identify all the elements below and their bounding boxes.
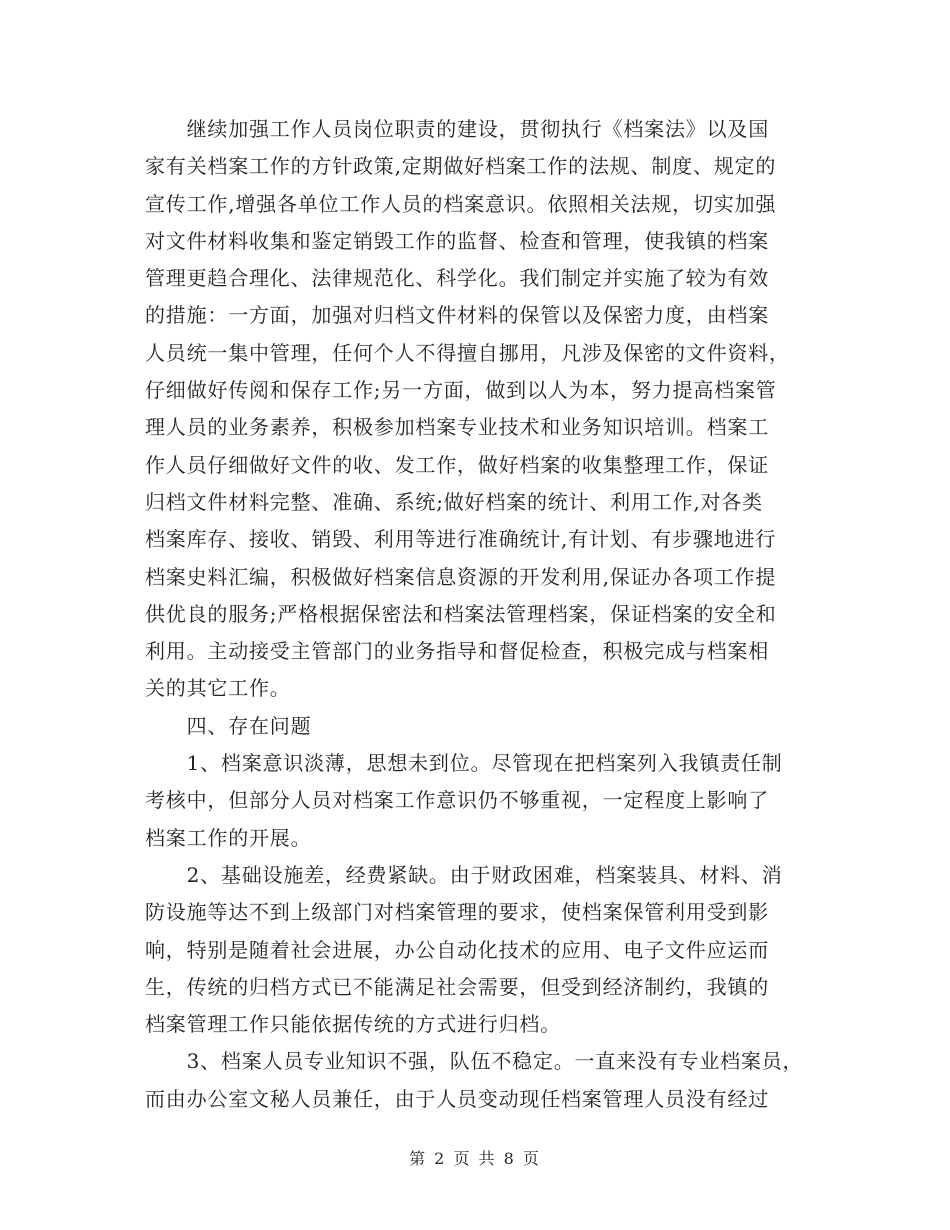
text-line: 人员统一集中管理，任何个人不得擅自挪用，凡涉及保密的文件资料， — [145, 340, 790, 365]
text-line: 继续加强工作人员岗位职责的建设，贯彻执行《档案法》以及国 — [145, 117, 769, 141]
page-number: 第 2 页 共 8 页 — [409, 1149, 541, 1168]
text-line: 仔细做好传阅和保存工作;另一方面，做到以人为本，努力提高档案管 — [145, 378, 777, 403]
text-line: 考核中，但部分人员对档案工作意识仍不够重视，一定程度上影响了 — [145, 788, 769, 813]
section-heading: 四、存在问题 — [145, 713, 312, 738]
text-line: 档案史料汇编，积极做好档案信息资源的开发利用,保证办各项工作提 — [145, 564, 777, 589]
text-line: 档案工作的开展。 — [145, 825, 312, 850]
text-line: 而由办公室文秘人员兼任，由于人员变动现任档案管理人员没有经过 — [145, 1086, 769, 1111]
text-line: 防设施等达不到上级部门对档案管理的要求，使档案保管利用受到影 — [145, 900, 769, 925]
text-line: 供优良的服务;严格根据保密法和档案法管理档案，保证档案的安全和 — [145, 601, 777, 626]
text-line: 理人员的业务素养，积极参加档案专业技术和业务知识培训。档案工 — [145, 415, 769, 440]
text-line: 关的其它工作。 — [145, 676, 291, 701]
text-line: 响，特别是随着社会进展，办公自动化技术的应用、电子文件应运而 — [145, 937, 769, 962]
text-line: 3、档案人员专业知识不强，队伍不稳定。一直来没有专业档案员， — [145, 1049, 804, 1074]
text-line: 1、档案意识淡薄，思想未到位。尽管现在把档案列入我镇责任制 — [145, 751, 783, 776]
text-line: 对文件材料收集和鉴定销毁工作的监督、检查和管理，使我镇的档案 — [145, 228, 769, 253]
text-line: 家有关档案工作的方针政策,定期做好档案工作的法规、制度、规定的 — [145, 154, 777, 179]
text-line: 生，传统的归档方式已不能满足社会需要，但受到经济制约，我镇的 — [145, 974, 769, 999]
text-line: 的措施：一方面，加强对归档文件材料的保管以及保密力度，由档案 — [145, 303, 769, 328]
body-text — [145, 111, 835, 1118]
text-line: 归档文件材料完整、准确、系统;做好档案的统计、利用工作,对各类 — [145, 489, 763, 514]
text-line: 利用。主动接受主管部门的业务指导和督促检查，积极完成与档案相 — [145, 639, 769, 664]
text-line: 作人员仔细做好文件的收、发工作，做好档案的收集整理工作，保证 — [145, 452, 769, 477]
text-line: 档案管理工作只能依据传统的方式进行归档。 — [145, 1012, 561, 1037]
text-line: 宣传工作,增强各单位工作人员的档案意识。依照相关法规，切实加强 — [145, 191, 777, 216]
text-line: 管理更趋合理化、法律规范化、科学化。我们制定并实施了较为有效 — [145, 266, 769, 291]
text-line: 2、基础设施差，经费紧缺。由于财政困难，档案装具、材料、消 — [145, 862, 783, 887]
text-line: 档案库存、接收、销毁、利用等进行准确统计,有计划、有步骤地进行 — [145, 527, 777, 552]
